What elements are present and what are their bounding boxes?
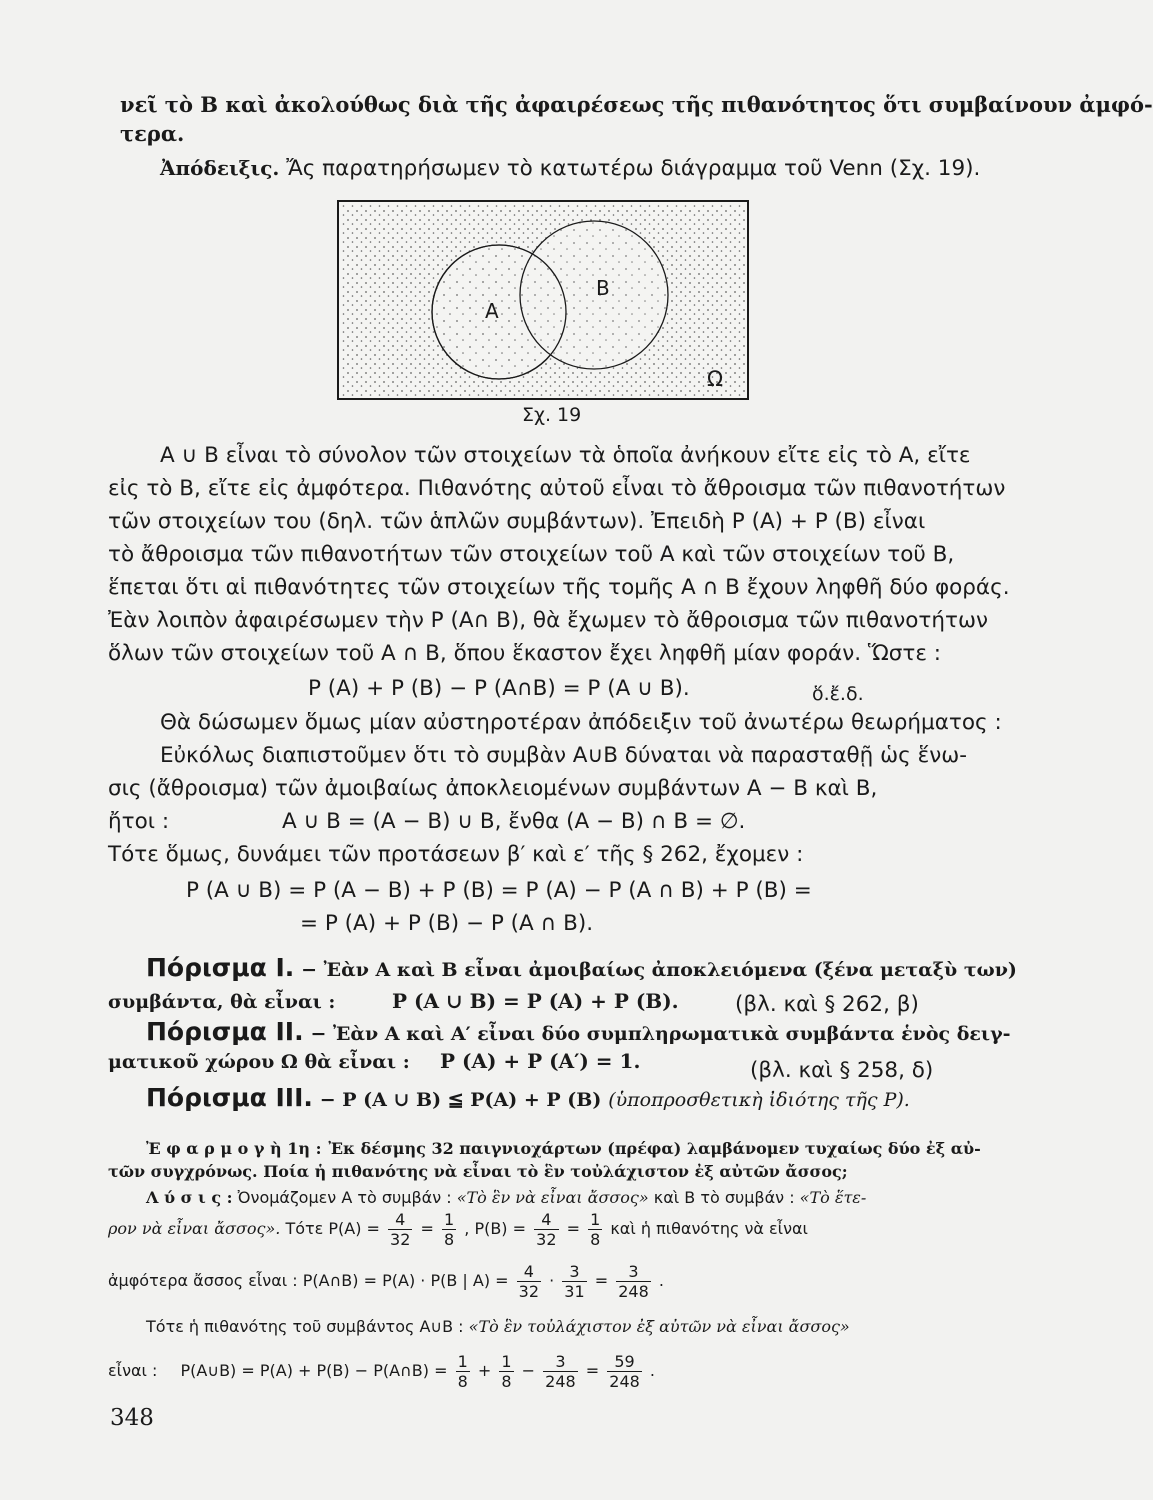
text-line: τῶν στοιχείων του (δηλ. τῶν ἁπλῶν συμβάντων). Ἐπειδὴ P (A) + P (B) εἶναι (108, 509, 926, 534)
text-line: εἰς τὸ Β, εἴτε εἰς ἀμφότερα. Πιθανότης αὐτοῦ εἶναι τὸ ἄθροισμα τῶν πιθανοτήτων (108, 476, 1006, 501)
corollary-2-text: ματικοῦ χώρου Ω θὰ εἶναι : (108, 1051, 410, 1073)
equals-sign: = (594, 1271, 609, 1290)
solution-text: «Τὸ ἕτε- (799, 1188, 867, 1207)
both-aces-line (108, 1262, 664, 1301)
solution-line (146, 1188, 866, 1208)
text-line: τερα. (120, 121, 185, 146)
fraction-1-8: $\frac{1}{8}$ (590, 1210, 601, 1249)
corollary-2-equation: P (A) + P (A′) = 1. (440, 1049, 641, 1073)
corollary-1-reference: (βλ. καὶ § 262, β) (735, 992, 919, 1017)
corollary-1-heading: Πόρισμα Ι. (146, 953, 295, 982)
application-text: Ἐκ δέσμης 32 παιγνιοχάρτων (πρέφα) λαμβάνομεν τυχαίως δύο ἐξ αὐ- (328, 1139, 981, 1158)
text-line: Εὐκόλως διαπιστοῦμεν ὅτι τὸ συμβὰν A∪B δύναται νὰ παρασταθῇ ὡς ἕνω- (160, 743, 967, 768)
corollary-2-heading: Πόρισμα ΙΙ. (146, 1017, 304, 1046)
fraction-4-32: $\frac{4}{32}$ (390, 1210, 411, 1249)
label-b: B (596, 276, 610, 300)
corollary-3-equation: − P (A ∪ B) ≦ P(A) + P (B) (319, 1089, 602, 1111)
solution-text: καὶ ἡ πιθανότης νὰ εἶναι (610, 1219, 808, 1238)
corollary-3-heading: Πόρισμα ΙΙΙ. (146, 1083, 313, 1112)
equals-sign: = (566, 1219, 580, 1238)
proof-text: Ἄς παρατηρήσωμεν τὸ κατωτέρω διάγραμμα τοῦ Venn (Σχ. 19). (286, 156, 981, 181)
fraction-1-8: $\frac{1}{8}$ (443, 1210, 455, 1249)
solution-text: Τότε ἡ πιθανότης τοῦ συμβάντος A∪B : (146, 1317, 464, 1336)
application-heading: Ἐ φ α ρ μ ο γ ὴ 1η : (146, 1139, 322, 1158)
text-line: Τότε ὅμως, δυνάμει τῶν προτάσεων β′ καὶ ε′ τῆς § 262, ἔχομεν : (108, 842, 804, 867)
fraction-3-248: $\frac{3}{248}$ (618, 1262, 649, 1301)
solution-text: , P(B) = (464, 1219, 527, 1238)
solution-text: Ὀνομάζομεν Α τὸ συμβάν : (237, 1188, 452, 1207)
corollary-3-note: (ὑποπροσθετικὴ ἰδιότης τῆς P). (608, 1089, 910, 1111)
qed-mark: ὅ.ἔ.δ. (812, 683, 864, 705)
times-sign: · (549, 1271, 555, 1290)
corollary-2-reference: (βλ. καὶ § 258, δ) (750, 1058, 934, 1083)
solution-text: Τότε P(A) = (285, 1219, 380, 1238)
fraction-3-248: $\frac{3}{248}$ (545, 1352, 576, 1391)
figure-caption: Σχ. 19 (522, 404, 582, 426)
equation: P (A) + P (B) − P (A∩B) = P (A ∪ B). (308, 676, 690, 701)
venn-diagram (337, 200, 749, 400)
fraction-4-32: $\frac{4}{32}$ (536, 1210, 557, 1249)
period: . (658, 1271, 664, 1290)
final-line (108, 1352, 655, 1391)
solution-text: ἀμφότερα ἄσσος εἶναι : P(A∩B) = P(A) · P(B | A) = (108, 1271, 509, 1290)
then-line (146, 1317, 850, 1337)
solution-equation-line (108, 1210, 808, 1249)
solution-text: «Τὸ ἓν νὰ εἶναι ἄσσος» (456, 1188, 649, 1207)
fraction-3-31: $\frac{3}{31}$ (564, 1262, 585, 1301)
label-a: A (485, 299, 499, 323)
text-line: ἤτοι : (108, 809, 170, 834)
label-omega: Ω (707, 367, 724, 391)
text-line: νεῖ τὸ Β καὶ ἀκολούθως διὰ τῆς ἀφαιρέσεως τῆς πιθανότητος ὅτι συμβαίνουν ἀμφό- (120, 92, 1153, 117)
text-line: Θὰ δώσωμεν ὅμως μίαν αὐστηροτέραν ἀπόδειξιν τοῦ ἀνωτέρω θεωρήματος : (160, 710, 1002, 735)
solution-text: ρον νὰ εἶναι ἄσσος». (108, 1219, 281, 1238)
corollary-2-line (146, 1019, 1011, 1047)
equals-sign: = (420, 1219, 434, 1238)
fraction-4-32: $\frac{4}{32}$ (518, 1262, 539, 1301)
solution-text: εἶναι : (108, 1361, 158, 1380)
page-number: 348 (110, 1405, 154, 1431)
corollary-1-text: − Ἐὰν Α καὶ Β εἶναι ἀμοιβαίως ἀποκλειόμενα (ξένα μεταξὺ των) (301, 959, 1017, 981)
application-text: τῶν συγχρόνως. Ποία ἡ πιθανότης νὰ εἶναι τὸ ἓν τοὐλάχιστον ἐξ αὐτῶν ἄσσος; (108, 1162, 848, 1181)
proof-line (160, 155, 980, 182)
text-line: ἕπεται ὅτι αἱ πιθανότητες τῶν στοιχείων τῆς τομῆς A ∩ B ἔχουν ληφθῆ δύο φοράς. (108, 575, 1010, 600)
plus-sign: + (477, 1361, 492, 1380)
text-line: τὸ ἄθροισμα τῶν πιθανοτήτων τῶν στοιχείων τοῦ Α καὶ τῶν στοιχείων τοῦ Β, (108, 542, 955, 567)
fraction-1-8: $\frac{1}{8}$ (501, 1352, 512, 1391)
corollary-2-text: − Ἐὰν Α καὶ Α′ εἶναι δύο συμπληρωματικὰ συμβάντα ἑνὸς δειγ- (310, 1023, 1011, 1045)
equation: = P (A) + P (B) − P (A ∩ B). (300, 911, 594, 936)
solution-text: «Τὸ ἓν τοὐλάχιστον ἐξ αὐτῶν νὰ εἶναι ἄσσος» (468, 1317, 850, 1336)
solution-heading: Λ ύ σ ι ς : (146, 1188, 233, 1207)
fraction-59-248: $\frac{59}{248}$ (609, 1352, 640, 1391)
equation: A ∪ B = (A − B) ∪ B, ἔνθα (A − B) ∩ B = ∅. (282, 809, 746, 834)
period: . (649, 1361, 656, 1380)
text-line: σις (ἄθροισμα) τῶν ἀμοιβαίως ἀποκλειομένων συμβάντων A − B καὶ B, (108, 776, 878, 801)
text-line: A ∪ B εἶναι τὸ σύνολον τῶν στοιχείων τὰ ὁποῖα ἀνήκουν εἴτε εἰς τὸ Α, εἴτε (160, 443, 971, 468)
fraction-1-8: $\frac{1}{8}$ (457, 1352, 468, 1391)
corollary-1-equation: P (A ∪ B) = P (A) + P (B). (392, 989, 679, 1013)
corollary-3-line (146, 1085, 910, 1113)
proof-label: Ἀπόδειξις. (160, 156, 280, 180)
minus-sign: − (521, 1361, 536, 1380)
equals-sign: = (585, 1361, 600, 1380)
application-line (146, 1135, 981, 1162)
corollary-1-line (146, 955, 1017, 983)
solution-text: καὶ Β τὸ συμβάν : (653, 1188, 795, 1207)
equation: P (A ∪ B) = P (A − B) + P (B) = P (A) − P (A ∩ B) + P (B) = (186, 878, 812, 903)
text-line: Ἐὰν λοιπὸν ἀφαιρέσωμεν τὴν P (A∩ B), θὰ ἔχωμεν τὸ ἄθροισμα τῶν πιθανοτήτων (108, 608, 988, 633)
solution-text: P(A∪B) = P(A) + P(B) − P(A∩B) = (180, 1361, 448, 1380)
corollary-1-text: συμβάντα, θὰ εἶναι : (108, 991, 336, 1013)
text-line: ὅλων τῶν στοιχείων τοῦ A ∩ B, ὅπου ἕκαστον ἔχει ληφθῆ μίαν φοράν. Ὥστε : (108, 641, 942, 666)
